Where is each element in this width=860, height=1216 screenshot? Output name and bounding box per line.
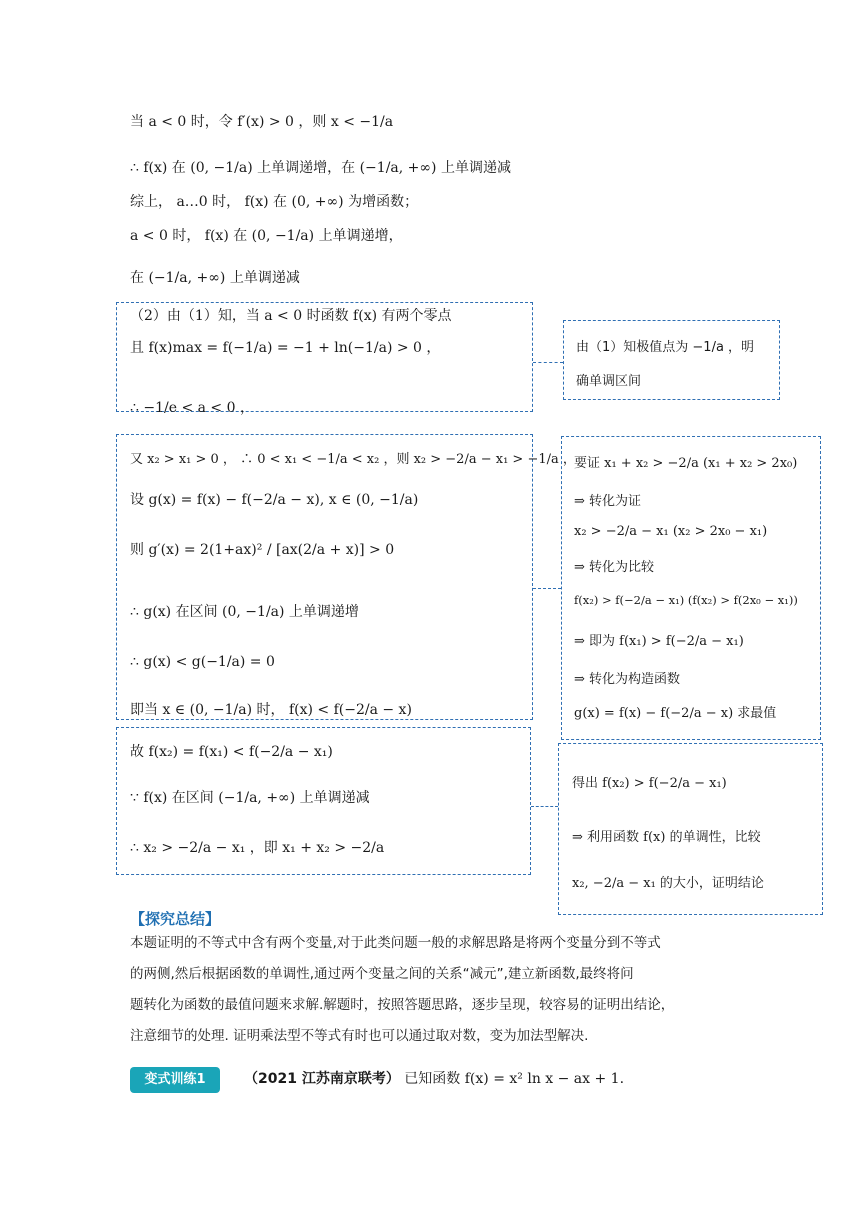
note-box-2 (561, 436, 821, 740)
note3-line: ⇒ 利用函数 f(x) 的单调性，比较 (572, 830, 761, 845)
exercise-source: （2021 江苏南京联考） (244, 1071, 400, 1087)
box2-line: 则 g′(x) = 2(1+ax)² / [ax(2/a + x)] > 0 (130, 542, 395, 558)
summary-line: 注意细节的处理. 证明乘法型不等式有时也可以通过取对数，变为加法型解决. (130, 1028, 589, 1044)
note3-line: 得出 f(x₂) > f(−2/a − x₁) (572, 776, 727, 791)
note2-line: ⇒ 转化为证 (574, 494, 642, 509)
box1-line: 且 f(x)max = f(−1/a) = −1 + ln(−1/a) > 0 ， (130, 340, 441, 356)
box3-line: ∵ f(x) 在区间 (−1/a, +∞) 上单调递减 (130, 790, 370, 806)
note2-line: ⇒ 转化为比较 (574, 560, 655, 575)
derivation-line: a < 0 时， f(x) 在 (0, −1/a) 上单调递增， (130, 228, 403, 244)
box3-line: 故 f(x₂) = f(x₁) < f(−2/a − x₁) (130, 744, 333, 760)
exercise-badge: 变式训练1 (130, 1067, 220, 1093)
note3-line: x₂, −2/a − x₁ 的大小，证明结论 (572, 876, 764, 891)
connector-line (531, 806, 558, 807)
box2-line: 又 x₂ > x₁ > 0 ， ∴ 0 < x₁ < −1/a < x₂ ，则 x₂ > −2/a − x₁ > −1/a ， (130, 452, 576, 467)
box2-line: ∴ g(x) < g(−1/a) = 0 (130, 654, 275, 670)
derivation-line: 在 (−1/a, +∞) 上单调递减 (130, 270, 300, 286)
note2-line: g(x) = f(x) − f(−2/a − x) 求最值 (574, 706, 777, 721)
summary-line: 的两侧,然后根据函数的单调性,通过两个变量之间的关系“减元”,建立新函数,最终将问 (130, 966, 634, 982)
box3-line: ∴ x₂ > −2/a − x₁ ，即 x₁ + x₂ > −2/a (130, 840, 385, 856)
solution-box-2 (116, 434, 533, 720)
derivation-line: ∴ f(x) 在 (0, −1/a) 上单调递增，在 (−1/a, +∞) 上单调递减 (130, 160, 511, 176)
note1-line: 由（1）知极值点为 −1/a ，明 (576, 340, 755, 355)
derivation-line: 综上， a…0 时， f(x) 在 (0, +∞) 为增函数； (130, 194, 419, 210)
connector-line (533, 362, 563, 363)
exercise-text: 已知函数 f(x) = x² ln x − ax + 1. (404, 1071, 625, 1087)
note2-line: f(x₂) > f(−2/a − x₁) (f(x₂) > f(2x₀ − x₁)) (574, 593, 798, 607)
box1-line: ∴ −1/e < a < 0 ， (130, 400, 254, 416)
note2-line: ⇒ 即为 f(x₁) > f(−2/a − x₁) (574, 634, 744, 649)
note2-line: ⇒ 转化为构造函数 (574, 672, 681, 687)
note2-line: x₂ > −2/a − x₁ (x₂ > 2x₀ − x₁) (574, 524, 768, 539)
derivation-line: 当 a < 0 时，令 f′(x) > 0 ，则 x < −1/a (130, 114, 394, 130)
box1-line: （2）由（1）知，当 a < 0 时函数 f(x) 有两个零点 (130, 308, 452, 324)
note2-line: 要证 x₁ + x₂ > −2/a (x₁ + x₂ > 2x₀) (574, 456, 798, 471)
section-title: 【探究总结】 (130, 910, 221, 928)
exercise-statement (244, 1068, 624, 1088)
box2-line: ∴ g(x) 在区间 (0, −1/a) 上单调递增 (130, 604, 359, 620)
box2-line: 即当 x ∈ (0, −1/a) 时， f(x) < f(−2/a − x) (130, 702, 412, 718)
summary-line: 本题证明的不等式中含有两个变量,对于此类问题一般的求解思路是将两个变量分到不等式 (130, 935, 661, 951)
note1-line: 确单调区间 (576, 374, 642, 389)
box2-line: 设 g(x) = f(x) − f(−2/a − x), x ∈ (0, −1/a) (130, 492, 419, 508)
summary-line: 题转化为函数的最值问题来求解.解题时，按照答题思路，逐步呈现，较容易的证明出结论， (130, 997, 675, 1013)
connector-line (533, 588, 561, 589)
